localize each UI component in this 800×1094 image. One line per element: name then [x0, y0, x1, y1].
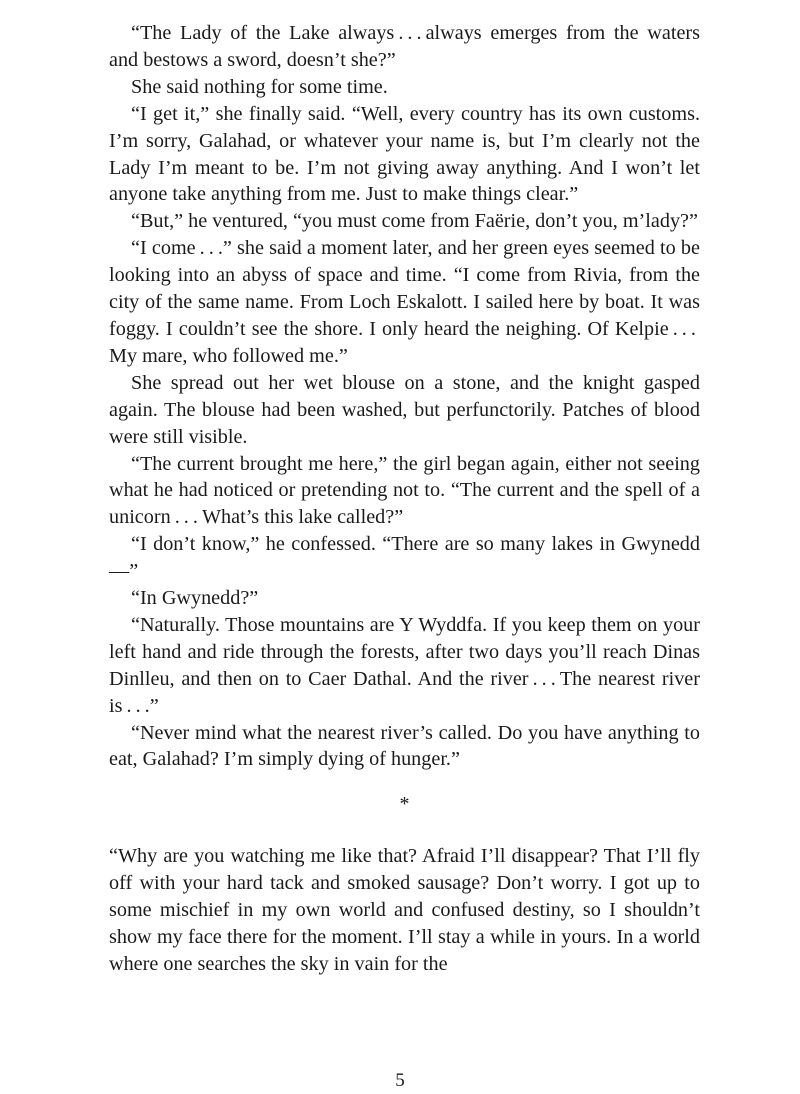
- paragraph: “The current brought me here,” the girl began again, either not seeing what he had noticed or pretending not to. “The current and the spell of a unicorn . . . What’s this lake called?”: [109, 452, 700, 529]
- page-number: 5: [395, 1070, 405, 1091]
- page-body: [109, 20, 700, 978]
- paragraph: “Never mind what the nearest river’s called. Do you have anything to eat, Galahad? I’m simply dying of hunger.”: [109, 721, 700, 771]
- paragraph: “The Lady of the Lake always . . . always emerges from the waters and bestows a sword, doesn’t she?”: [109, 22, 700, 71]
- paragraph: “In Gwynedd?”: [131, 587, 259, 610]
- paragraph: “Why are you watching me like that? Afraid I’ll disappear? That I’ll fly off with your hard tack and smoked sausage? Don’t worry. I got up to some mischief in my own world and confused destiny, so I shouldn’t show my face there for the moment. I’ll stay a while in yours. In a world where one searches the sky in vain for the: [109, 845, 700, 975]
- paragraph: “I get it,” she finally said. “Well, every country has its own customs. I’m sorry, Galahad, or whatever your name is, but I’m clearly not the Lady I’m meant to be. I’m not giving away anything. And I won’t let anyone take anything from me. Just to make things clear.”: [109, 102, 700, 206]
- paragraph: “Naturally. Those mountains are Y Wyddfa. If you keep them on your left hand and ride through the forests, after two days you’ll reach Dinas Dinlleu, and then on to Caer Dathal. And the river . . . The nearest river is . . .”: [109, 613, 700, 717]
- paragraph: “But,” he ventured, “you must come from Faërie, don’t you, m’lady?”: [131, 210, 698, 233]
- paragraph: She said nothing for some time.: [131, 75, 388, 98]
- paragraph: “I come . . .” she said a moment later, and her green eyes seemed to be looking into an abyss of space and time. “I come from Rivia, from the city of the same name. From Loch Eskalott. I sailed here by boat. It was foggy. I couldn’t see the shore. I only heard the neighing. Of Kelpie . . . My mare, who followed me.”: [109, 237, 700, 367]
- paragraph: “I don’t know,” he confessed. “There are so many lakes in Gwynedd—”: [109, 533, 700, 583]
- section-break: *: [399, 793, 410, 816]
- paragraph: She spread out her wet blouse on a stone, and the knight gasped again. The blouse had been washed, but perfunctorily. Patches of blood were still visible.: [109, 371, 700, 448]
